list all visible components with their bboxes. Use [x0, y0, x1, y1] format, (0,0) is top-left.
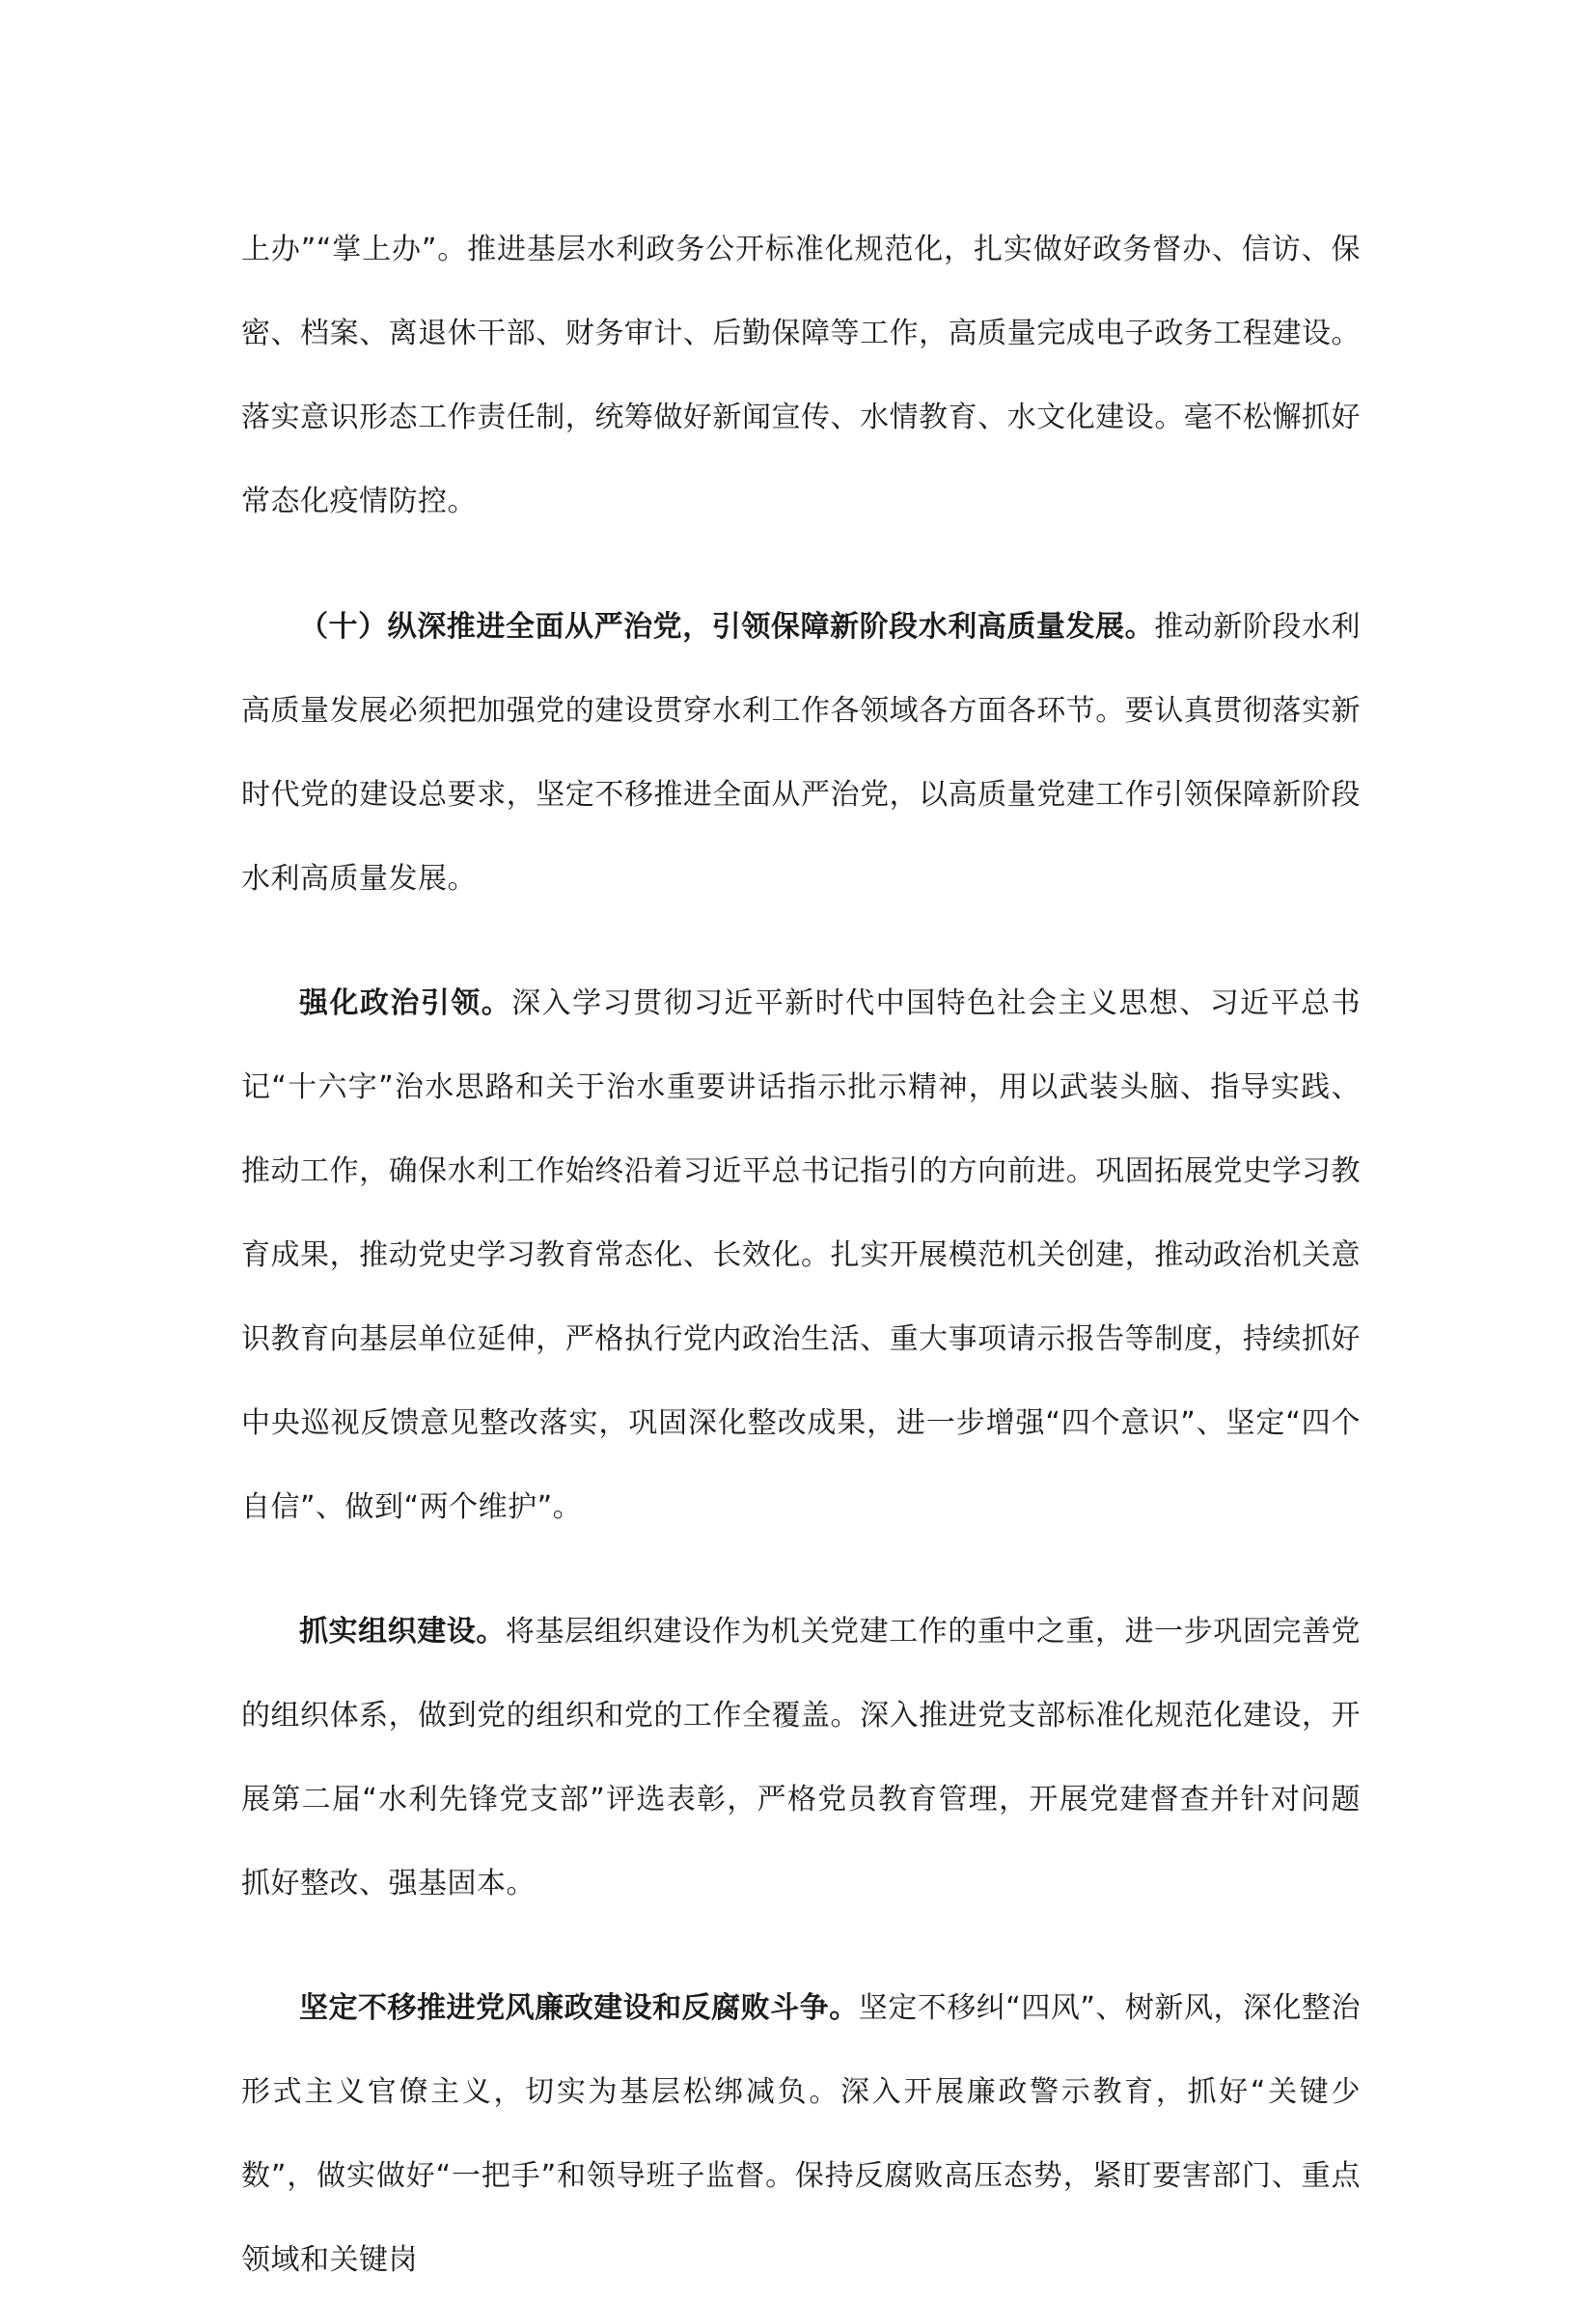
- paragraph-continuation: [241, 208, 1361, 543]
- section-heading: （十）纵深推进全面从严治党，引领保障新阶段水利高质量发展。: [299, 610, 1155, 644]
- paragraph-anti-corruption: [241, 1966, 1361, 2302]
- paragraph-lead: 抓实组织建设。: [299, 1615, 506, 1649]
- paragraph-lead: 坚定不移推进党风廉政建设和反腐败斗争。: [299, 1991, 859, 2025]
- paragraph-text: 深入学习贯彻习近平新时代中国特色社会主义思想、习近平总书记“十六字”治水思路和关于治水重要讲话指示批示精神，用以武装头脑、指导实践、推动工作，确保水利工作始终沿着习近平总书记指引的方向前进。巩固拓展党史学习教育成果，推动党史学习教育常态化、长效化。扎实开展模范机关创建，推动政治机关意识教育向基层单位延伸，严格执行党内政治生活、重大事项请示报告等制度，持续抓好中央巡视反馈意见整改落实，巩固深化整改成果，进一步增强“四个意识”、坚定“四个自信”、做到“两个维护”。: [241, 986, 1362, 1524]
- document-body: [241, 208, 1361, 2302]
- paragraph-political-guidance: [241, 961, 1361, 1549]
- paragraph-section-ten: [241, 585, 1361, 921]
- paragraph-text: 上办”“掌上办”。推进基层水利政务公开标准化规范化，扎实做好政务督办、信访、保密、档案、离退休干部、财务审计、后勤保障等工作，高质量完成电子政务工程建设。落实意识形态工作责任制，统筹做好新闻宣传、水情教育、水文化建设。毫不松懈抓好常态化疫情防控。: [241, 233, 1361, 518]
- paragraph-text: 将基层组织建设作为机关党建工作的重中之重，进一步巩固完善党的组织体系，做到党的组织和党的工作全覆盖。深入推进党支部标准化规范化建设，开展第二届“水利先锋党支部”评选表彰，严格党员教育管理，开展党建督查并针对问题抓好整改、强基固本。: [241, 1615, 1362, 1900]
- paragraph-text: 推动新阶段水利高质量发展必须把加强党的建设贯穿水利工作各领域各方面各环节。要认真贯彻落实新时代党的建设总要求，坚定不移推进全面从严治党，以高质量党建工作引领保障新阶段水利高质量发展。: [241, 610, 1361, 896]
- paragraph-lead: 强化政治引领。: [299, 986, 512, 1020]
- paragraph-organization-building: [241, 1590, 1361, 1926]
- paragraph-text: 坚定不移纠“四风”、树新风，深化整治形式主义官僚主义，切实为基层松绑减负。深入开展廉政警示教育，抓好“关键少数”，做实做好“一把手”和领导班子监督。保持反腐败高压态势，紧盯要害部门、重点领域和关键岗: [241, 1991, 1361, 2277]
